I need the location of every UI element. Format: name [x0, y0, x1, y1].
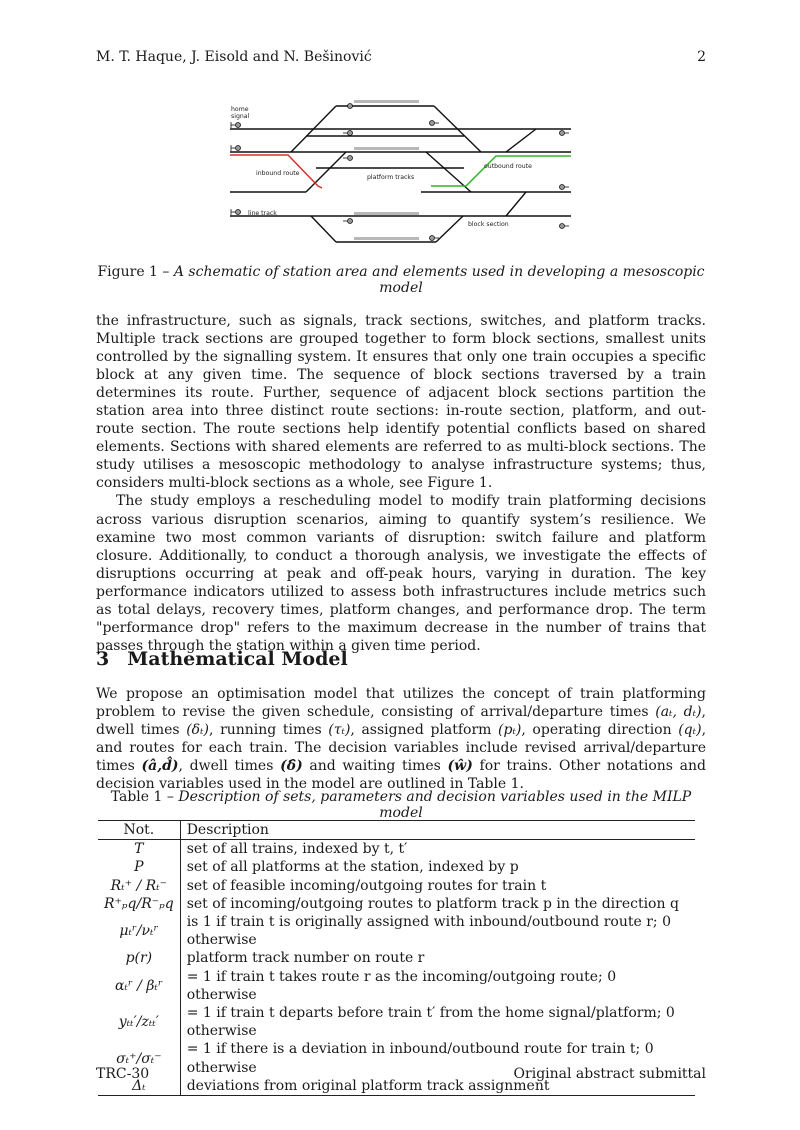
section-title: Mathematical Model [127, 648, 348, 670]
table-caption-label: Table 1 – [110, 789, 179, 805]
paragraph-rescheduling: The study employs a rescheduling model to modify train platforming decisions across various disruption scenarios, aiming to quantify system’s resilience. We examine two most common variants of disruption: switch failure and platform closure. Additionally, to conduct a thorough analysis, we investigate the effects of disruptions occurring at peak and off-peak hours, varying in duration. The key performance indicators utilized to assess both infrastructures include metrics such as total delays, recovery times, platform changes, and performance drop. The term "performance drop" refers to the maximum decrease in the number of trains that passes through the station within a given time period. [96, 493, 706, 654]
intro-math-7: (δ̂) [280, 758, 303, 775]
intro-math-8: (ŵ) [447, 758, 473, 775]
table-row [98, 913, 695, 949]
outbound-route-line [431, 156, 571, 186]
section-number: 3 [96, 648, 110, 670]
intro-math-5: (qₜ) [678, 722, 702, 739]
row-symbol: Rₜ⁺ / Rₜ⁻ [98, 877, 180, 895]
page-header [96, 49, 706, 65]
station-schematic [226, 96, 576, 248]
row-symbol: T [98, 840, 180, 859]
station-schematic-figure [226, 96, 576, 248]
platform-bars [354, 100, 419, 240]
row-symbol: P [98, 858, 180, 876]
intro-text-4: , assigned platform [350, 722, 499, 739]
model-intro [96, 685, 706, 793]
table-row [98, 895, 695, 913]
label-line-track: line track [248, 210, 277, 217]
row-symbol: yₜₜ′/zₜₜ′ [98, 1004, 180, 1040]
label-home: home [231, 106, 249, 113]
row-description: set of incoming/outgoing routes to platform track p in the direction q [186, 895, 679, 912]
label-platform-tracks: platform tracks [367, 174, 415, 181]
label-outbound-route: outbound route [484, 163, 532, 170]
row-symbol: σₜ⁺/σₜ⁻ [98, 1040, 180, 1076]
intro-text-6: , and routes for each train. The decision variables include revised arrival/departure times [96, 722, 707, 775]
body-text [96, 312, 706, 655]
figure-caption-label: Figure 1 – [97, 264, 174, 280]
intro-math-4: (pₜ) [498, 722, 522, 739]
footer-right: Original abstract submittal [513, 1066, 706, 1082]
intro-math-3: (τₜ) [328, 722, 351, 739]
row-symbol: Δₜ [98, 1077, 180, 1096]
page-footer [96, 1066, 706, 1082]
intro-math-6: (â,d̂) [141, 758, 179, 775]
row-description: = 1 if train t departs before train t′ from the home signal/platform; 0 otherwise [186, 1005, 675, 1040]
table-row [98, 840, 695, 859]
table-caption-text: Description of sets, parameters and decision variables used in the MILP model [178, 789, 692, 821]
row-description: platform track number on route r [186, 950, 425, 967]
row-symbol: p(r) [98, 949, 180, 967]
figure-caption-text: A schematic of station area and elements used in developing a mesoscopic model [173, 264, 705, 296]
table-row [98, 1004, 695, 1040]
header-notation: Not. [98, 821, 180, 840]
notation-table [98, 820, 695, 1096]
paragraph-model [96, 685, 706, 793]
table-row [98, 858, 695, 876]
row-description: is 1 if train t is originally assigned with inbound/outbound route r; 0 otherwise [186, 914, 671, 949]
intro-text-3: , running times [209, 722, 329, 739]
intro-math-1: (aₜ, dₜ) [655, 704, 702, 721]
row-description: set of all trains, indexed by t, t′ [186, 841, 408, 858]
intro-text-8: and waiting times [302, 758, 448, 775]
intro-text-5: , operating direction [521, 722, 679, 739]
row-symbol: R⁺ₚq/R⁻ₚq [98, 895, 180, 913]
label-signal: signal [231, 113, 250, 120]
figure-caption [96, 264, 706, 296]
row-description: = 1 if there is a deviation in inbound/outbound route for train t; 0 otherwise [186, 1041, 654, 1076]
table-row [98, 968, 695, 1004]
paragraph-infrastructure: the infrastructure, such as signals, track sections, switches, and platform tracks. Multiple track sections are grouped together to form block sections, smallest units controlled by the signalling system. It ensures that only one train occupies a specific block at any given time. The sequence of block sections traversed by a train determines its route. Further, sequence of adjacent block sections partition the station area into three distinct route sections: in-route section, platform, and out-route section. The route sections help identify potential conflicts based on shared elements. Sections with shared elements are referred to as multi-block sections. The study utilises a mesoscopic methodology to analyse infrastructure systems; thus, considers multi-block sections as a whole, see Figure 1. [96, 313, 706, 492]
table-caption [96, 789, 706, 821]
intro-text-9: for trains. Other notations and decision variables used in the model are outlined in Table 1. [96, 758, 706, 793]
intro-text-2: , dwell times [96, 704, 706, 739]
header-description: Description [186, 822, 269, 838]
label-block-section: block section [468, 221, 509, 228]
row-description: set of feasible incoming/outgoing routes for train t [186, 877, 547, 894]
row-symbol: μₜʳ/νₜʳ [98, 913, 180, 949]
intro-text-7: , dwell times [178, 758, 281, 775]
intro-math-2: (δₜ) [186, 722, 210, 739]
row-description: = 1 if train t takes route r as the incoming/outgoing route; 0 otherwise [186, 968, 617, 1003]
table-row [98, 877, 695, 895]
header-authors: M. T. Haque, J. Eisold and N. Bešinović [96, 49, 372, 65]
row-symbol: αₜʳ / βₜʳ [98, 968, 180, 1004]
intro-text-1: We propose an optimisation model that utilizes the concept of train platforming problem to revise the given schedule, consisting of arrival/departure times [96, 686, 706, 721]
row-description: deviations from original platform track assignment [186, 1077, 550, 1094]
table-row [98, 949, 695, 967]
footer-left: TRC-30 [96, 1066, 150, 1082]
label-inbound-route: inbound route [256, 170, 300, 177]
row-description: set of all platforms at the station, indexed by p [186, 859, 519, 876]
table-header-row [98, 821, 695, 840]
header-page-number: 2 [697, 49, 706, 65]
section-heading [96, 648, 348, 670]
